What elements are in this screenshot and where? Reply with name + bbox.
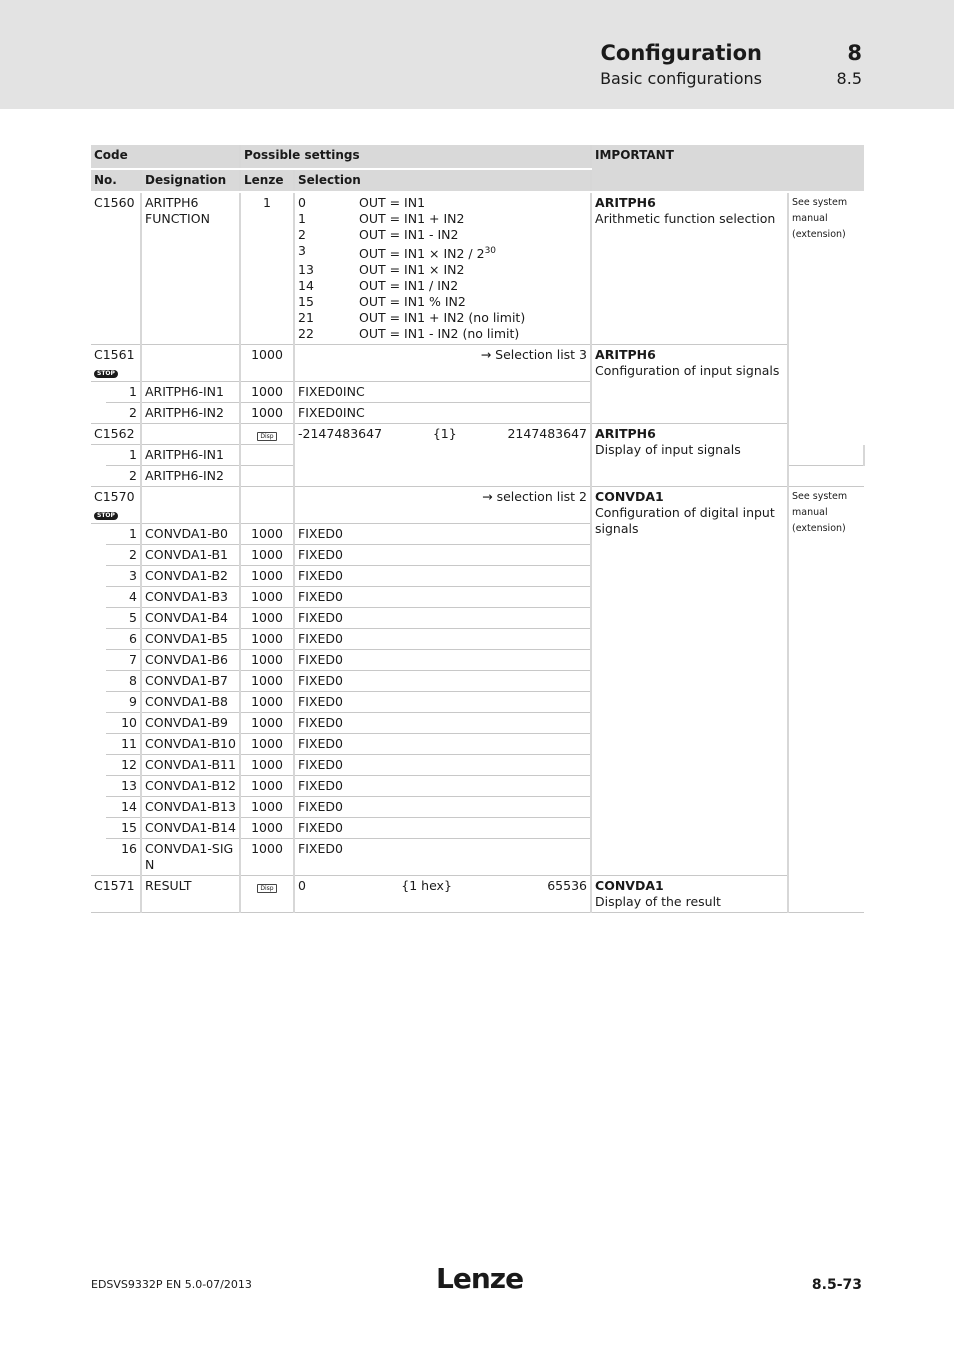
header-lenze: Lenze xyxy=(240,169,294,192)
page-title: Configuration xyxy=(600,41,762,65)
lenze-cell: 1000 xyxy=(240,345,294,382)
note-cell: See system manual (extension) xyxy=(788,487,864,913)
list-item: 22 OUT = IN1 - IN2 (no limit) xyxy=(298,326,520,342)
lenze-logo: Lenze xyxy=(436,1262,524,1295)
selection-cell: → selection list 2 xyxy=(294,487,591,524)
stop-icon: STOP xyxy=(94,512,118,520)
code-cell: C1570 STOP xyxy=(91,487,141,524)
table-row: 1 CONVDA1-B0 1000 FIXED0 xyxy=(91,524,864,545)
designation-cell: RESULT xyxy=(141,876,240,913)
table-row: 15 CONVDA1-B14 1000 FIXED0 xyxy=(91,818,864,839)
selection-cell: 0 {1 hex} 65536 xyxy=(294,876,591,913)
table-row: 2 ARITPH6-IN2 xyxy=(91,466,864,487)
table-row: 8 CONVDA1-B7 1000 FIXED0 xyxy=(91,671,864,692)
code-cell: C1561 STOP xyxy=(91,345,141,382)
page-subtitle: Basic configurations xyxy=(600,69,762,88)
stop-icon: STOP xyxy=(94,370,118,378)
table-row xyxy=(91,487,864,524)
chapter-number: 8 xyxy=(847,41,862,65)
lenze-cell: 1 xyxy=(240,192,294,345)
important-cell: ARITPH6 Arithmetic function selection xyxy=(591,192,788,345)
important-cell: CONVDA1 Configuration of digital input signals xyxy=(591,487,788,876)
table-row: 1 ARITPH6-IN1 xyxy=(91,445,864,466)
list-item: 21 OUT = IN1 + IN2 (no limit) xyxy=(298,310,526,326)
display-icon: Disp xyxy=(257,884,276,893)
list-item: 15 OUT = IN1 % IN2 xyxy=(298,294,466,310)
table-row: 7 CONVDA1-B6 1000 FIXED0 xyxy=(91,650,864,671)
table-row: 2 CONVDA1-B1 1000 FIXED0 xyxy=(91,545,864,566)
table-row xyxy=(91,876,864,913)
table-row: 4 CONVDA1-B3 1000 FIXED0 xyxy=(91,587,864,608)
header-important: IMPORTANT xyxy=(591,145,864,192)
selection-cell: -2147483647 {1} 2147483647 xyxy=(294,424,591,487)
table-row: 1 ARITPH6-IN1 1000 FIXED0INC xyxy=(91,382,864,403)
table-row: 3 CONVDA1-B2 1000 FIXED0 xyxy=(91,566,864,587)
table-row: 5 CONVDA1-B4 1000 FIXED0 xyxy=(91,608,864,629)
code-cell: C1562 xyxy=(91,424,141,445)
selection-cell: → Selection list 3 xyxy=(294,345,591,382)
list-item: 13 OUT = IN1 × IN2 xyxy=(298,262,465,278)
list-item: 0 OUT = IN1 xyxy=(298,195,426,210)
table-row xyxy=(91,192,864,345)
header-code: Code xyxy=(91,145,240,169)
header-designation: Designation xyxy=(141,169,240,192)
header-no: No. xyxy=(91,169,141,192)
code-cell: C1560 xyxy=(91,192,141,345)
page-number: 8.5-73 xyxy=(811,1277,862,1293)
table-row xyxy=(91,424,864,445)
display-icon: Disp xyxy=(257,432,276,441)
table-row xyxy=(91,345,864,382)
table-row: 2 ARITPH6-IN2 1000 FIXED0INC xyxy=(91,403,864,424)
table-row: 16 CONVDA1-SIGN 1000 FIXED0 xyxy=(91,839,864,876)
header-possible-settings: Possible settings xyxy=(240,145,591,169)
table-header-row-1 xyxy=(91,145,864,169)
selection-list xyxy=(294,192,591,345)
table-row: 9 CONVDA1-B8 1000 FIXED0 xyxy=(91,692,864,713)
header-selection: Selection xyxy=(294,169,591,192)
table-row: 14 CONVDA1-B13 1000 FIXED0 xyxy=(91,797,864,818)
section-number: 8.5 xyxy=(836,69,862,88)
document-id: EDSVS9332P EN 5.0-07/2013 xyxy=(91,1278,252,1291)
table-row: 13 CONVDA1-B12 1000 FIXED0 xyxy=(91,776,864,797)
important-cell: ARITPH6 Configuration of input signals xyxy=(591,345,788,424)
table-row: 11 CONVDA1-B10 1000 FIXED0 xyxy=(91,734,864,755)
code-cell: C1571 xyxy=(91,876,141,913)
important-cell: ARITPH6 Display of input signals xyxy=(591,424,788,487)
header-band xyxy=(0,0,954,109)
table-row: 12 CONVDA1-B11 1000 FIXED0 xyxy=(91,755,864,776)
list-item: 14 OUT = IN1 / IN2 xyxy=(298,278,459,294)
list-item: 2 OUT = IN1 - IN2 xyxy=(298,227,459,242)
important-cell: CONVDA1 Display of the result xyxy=(591,876,788,913)
list-item: 3 OUT = $IN1 \times IN2 / 2^{30}$ xyxy=(298,243,497,262)
list-item: 1 OUT = IN1 + IN2 xyxy=(298,211,465,226)
note-cell: See system manual (extension) xyxy=(788,192,864,466)
code-table xyxy=(91,145,864,913)
table-row: 6 CONVDA1-B5 1000 FIXED0 xyxy=(91,629,864,650)
designation-cell: ARITPH6 FUNCTION xyxy=(141,192,240,345)
table-row: 10 CONVDA1-B9 1000 FIXED0 xyxy=(91,713,864,734)
